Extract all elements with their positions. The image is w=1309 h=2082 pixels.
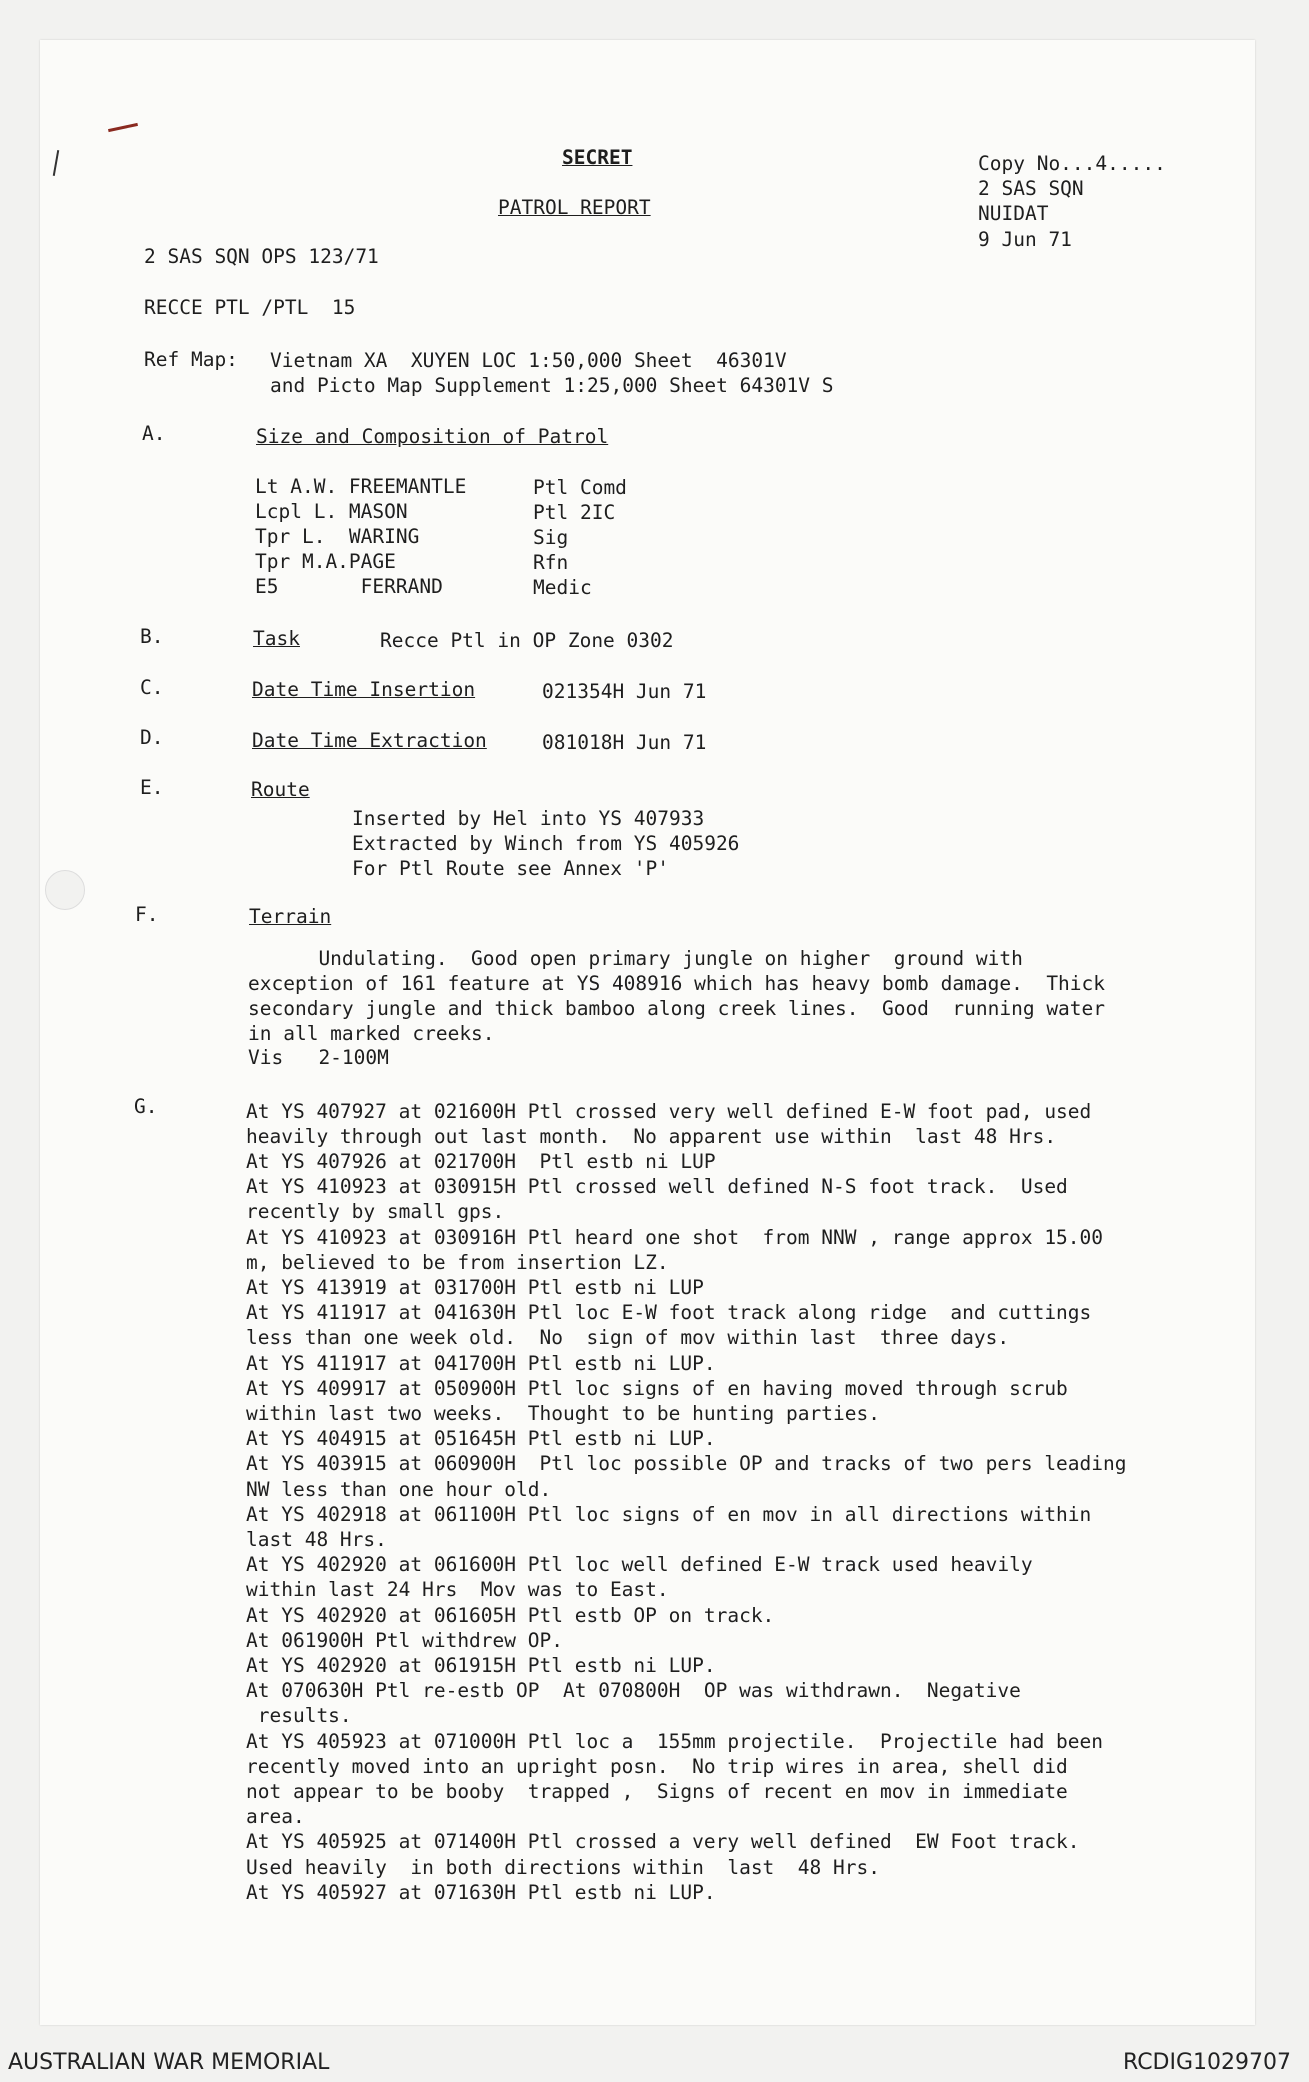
- narrative-line: Used heavily in both directions within last 48 Hrs.: [246, 1856, 880, 1879]
- terrain-line: Vis 2-100M: [248, 1046, 389, 1069]
- narrative-line: less than one week old. No sign of mov within last three days.: [246, 1326, 1010, 1349]
- ref-map-line: and Picto Map Supplement 1:25,000 Sheet 64301V S: [270, 374, 834, 397]
- copy-number: Copy No...4.....: [978, 152, 1166, 175]
- narrative-line: At YS 402920 at 061915H Ptl estb ni LUP.: [246, 1654, 716, 1677]
- narrative-line: At YS 402920 at 061600H Ptl loc well defined E-W track used heavily: [246, 1553, 1033, 1576]
- narrative-line: not appear to be booby trapped , Signs of recent en mov in immediate: [246, 1780, 1068, 1803]
- route-line: For Ptl Route see Annex 'P': [352, 857, 669, 880]
- footer-record-id: RCDIG1029707: [1123, 2050, 1292, 2075]
- section-letter: C.: [140, 676, 164, 699]
- ops-reference: 2 SAS SQN OPS 123/71: [144, 245, 379, 268]
- document-title: PATROL REPORT: [498, 196, 651, 219]
- section-letter: B.: [140, 625, 164, 648]
- narrative-line: At YS 413919 at 031700H Ptl estb ni LUP: [246, 1276, 704, 1299]
- narrative-line: At YS 405925 at 071400H Ptl crossed a very well defined EW Foot track.: [246, 1830, 1080, 1853]
- section-letter: A.: [142, 422, 166, 445]
- narrative-line: m, believed to be from insertion LZ.: [246, 1251, 669, 1274]
- route-line: Extracted by Winch from YS 405926: [352, 832, 740, 855]
- narrative-line: At YS 409917 at 050900H Ptl loc signs of en having moved through scrub: [246, 1377, 1068, 1400]
- narrative-line: NW less than one hour old.: [246, 1478, 552, 1501]
- narrative-line: At YS 404915 at 051645H Ptl estb ni LUP.: [246, 1427, 716, 1450]
- narrative-line: area.: [246, 1805, 305, 1828]
- narrative-line: recently by small gps.: [246, 1200, 505, 1223]
- ref-map-label: Ref Map:: [144, 348, 238, 371]
- section-value: Recce Ptl in OP Zone 0302: [380, 629, 674, 652]
- patrol-reference: RECCE PTL /PTL 15: [144, 296, 356, 319]
- section-title: Terrain: [249, 905, 332, 928]
- narrative-line: within last 24 Hrs Mov was to East.: [246, 1578, 669, 1601]
- terrain-line: exception of 161 feature at YS 408916 which has heavy bomb damage. Thick: [248, 972, 1106, 995]
- section-value: 021354H Jun 71: [542, 680, 707, 703]
- narrative-line: At YS 405923 at 071000H Ptl loc a 155mm projectile. Projectile had been: [246, 1730, 1104, 1753]
- member-role: Sig: [533, 526, 569, 549]
- narrative-line: At YS 407927 at 021600H Ptl crossed very well defined E-W foot pad, used: [246, 1100, 1092, 1123]
- narrative-line: At YS 405927 at 071630H Ptl estb ni LUP.: [246, 1881, 716, 1904]
- section-title: Task: [253, 627, 300, 650]
- section-title: Date Time Insertion: [252, 678, 476, 701]
- location: NUIDAT: [978, 202, 1049, 225]
- member-name: Lt A.W. FREEMANTLE: [255, 475, 467, 498]
- section-letter: G.: [134, 1095, 158, 1118]
- route-line: Inserted by Hel into YS 407933: [352, 807, 705, 830]
- narrative-line: At YS 411917 at 041630H Ptl loc E-W foot track along ridge and cuttings: [246, 1301, 1092, 1324]
- member-name: Lcpl L. MASON: [255, 500, 408, 523]
- classification-heading: SECRET: [562, 146, 633, 169]
- narrative-line: At YS 410923 at 030916H Ptl heard one shot from NNW , range approx 15.00: [246, 1226, 1104, 1249]
- narrative-line: recently moved into an upright posn. No trip wires in area, shell did: [246, 1755, 1068, 1778]
- report-date: 9 Jun 71: [978, 228, 1072, 251]
- ref-map-line: Vietnam XA XUYEN LOC 1:50,000 Sheet 46301V: [270, 349, 787, 372]
- unit-name: 2 SAS SQN: [978, 177, 1084, 200]
- member-role: Rfn: [533, 551, 569, 574]
- narrative-line: At YS 402920 at 061605H Ptl estb OP on track.: [246, 1604, 775, 1627]
- narrative-line: At YS 410923 at 030915H Ptl crossed well defined N-S foot track. Used: [246, 1175, 1068, 1198]
- terrain-line: in all marked creeks.: [248, 1022, 495, 1045]
- section-title: Size and Composition of Patrol: [256, 425, 609, 448]
- narrative-line: At 070630H Ptl re-estb OP At 070800H OP was withdrawn. Negative: [246, 1679, 1021, 1702]
- terrain-line: Undulating. Good open primary jungle on higher ground with: [248, 947, 1023, 970]
- narrative-line: within last two weeks. Thought to be hunting parties.: [246, 1402, 880, 1425]
- section-letter: E.: [140, 776, 164, 799]
- section-letter: D.: [140, 726, 164, 749]
- member-role: Ptl Comd: [533, 476, 627, 499]
- narrative-line: At YS 402918 at 061100H Ptl loc signs of en mov in all directions within: [246, 1503, 1092, 1526]
- narrative-line: last 48 Hrs.: [246, 1528, 387, 1551]
- narrative-line: At YS 403915 at 060900H Ptl loc possible OP and tracks of two pers leading: [246, 1452, 1127, 1475]
- member-name: E5 FERRAND: [255, 575, 443, 598]
- punch-hole: [45, 870, 85, 910]
- footer-institution: AUSTRALIAN WAR MEMORIAL: [8, 2050, 330, 2075]
- member-name: Tpr M.A.PAGE: [255, 550, 396, 573]
- section-letter: F.: [135, 903, 159, 926]
- narrative-line: At YS 407926 at 021700H Ptl estb ni LUP: [246, 1150, 716, 1173]
- section-title: Route: [251, 778, 310, 801]
- section-value: 081018H Jun 71: [542, 731, 707, 754]
- member-role: Medic: [533, 576, 592, 599]
- narrative-line: results.: [246, 1704, 352, 1727]
- narrative-line: At YS 411917 at 041700H Ptl estb ni LUP.: [246, 1352, 716, 1375]
- narrative-line: At 061900H Ptl withdrew OP.: [246, 1629, 563, 1652]
- member-name: Tpr L. WARING: [255, 525, 420, 548]
- narrative-line: heavily through out last month. No apparent use within last 48 Hrs.: [246, 1125, 1057, 1148]
- member-role: Ptl 2IC: [533, 501, 616, 524]
- terrain-line: secondary jungle and thick bamboo along creek lines. Good running water: [248, 997, 1106, 1020]
- section-title: Date Time Extraction: [252, 729, 487, 752]
- document-page: [40, 40, 1255, 2025]
